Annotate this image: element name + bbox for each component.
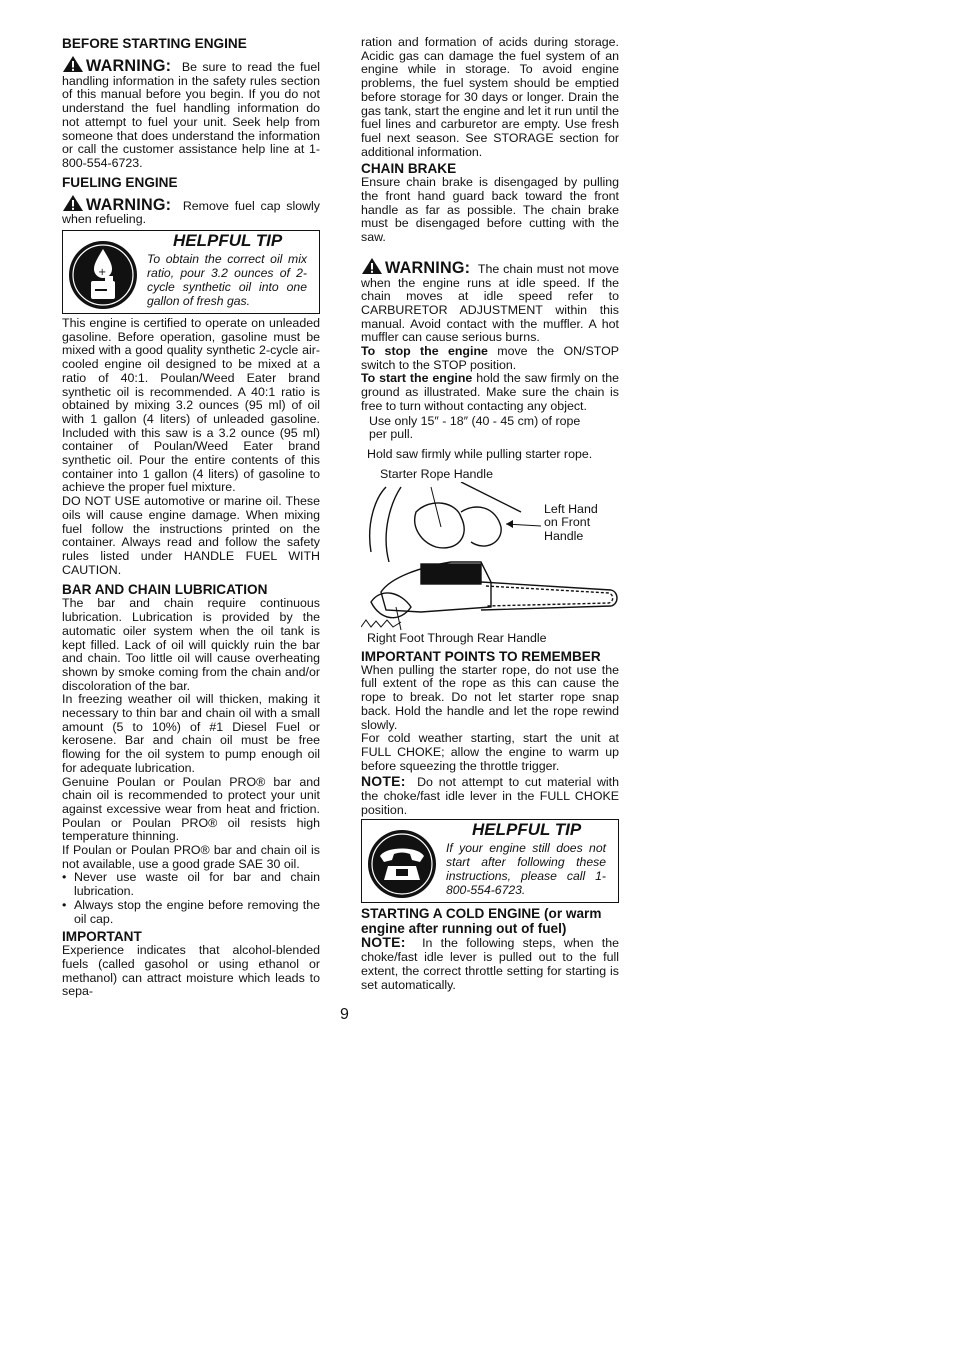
- chainsaw-illustration: [361, 482, 619, 632]
- helpful-tip-call: [361, 819, 619, 903]
- telephone-icon: [366, 828, 438, 900]
- list-item: • Always stop the engine before removing the oil cap.: [62, 899, 320, 926]
- fuel-drop-icon: [67, 239, 139, 311]
- bar-paragraph-4: If Poulan or Poulan PRO® bar and chain oil is not available, use a good grade SAE 30 oil.: [62, 843, 320, 871]
- start-engine-body: hold the saw firmly on the ground as illustrated. Make sure the chain is free to turn without contacting any object.: [361, 371, 619, 413]
- note-choke: [361, 775, 619, 817]
- bar-paragraph-2: In freezing weather oil will thicken, making it necessary to thin bar and chain oil with a small amount (5 to 10%) of #1 Diesel Fuel or kerosene. Bar and chain oil must be free flowing for the oil system to pump enough oil for adequate lubrication.: [62, 692, 320, 775]
- helpful-tip-text: If your engine still does not start after following these instructions, please call 1-800-554-6723.: [446, 841, 606, 898]
- important-points-heading: IMPORTANT POINTS TO REMEMBER: [361, 648, 601, 664]
- important-text: Experience indicates that alcohol-blended fuels (called gasohol or using ethanol or methanol) can attract moisture which leads to sepa-: [62, 943, 320, 999]
- warning-fuel-handling: [62, 55, 320, 171]
- left-hand-label: Left Hand on Front Handle: [544, 501, 598, 544]
- note-text: Do not attempt to cut material with the choke/fast idle lever in the FULL CHOKE position.: [361, 775, 619, 817]
- oil-bullet-list: [62, 871, 320, 926]
- before-starting-heading: BEFORE STARTING ENGINE: [62, 36, 247, 51]
- fuel-paragraph-2: DO NOT USE automotive or marine oil. These oils will cause engine damage. When mixing fuel follow the instructions printed on the container. Always read and follow the safety rules listed under HANDLE FUEL WITH CAUTION.: [62, 494, 320, 577]
- starter-rope-handle-label: Starter Rope Handle: [380, 466, 493, 481]
- svg-text:+: +: [98, 267, 107, 279]
- starting-position-illustration: [361, 468, 619, 646]
- warning-fuel-cap: [62, 194, 320, 227]
- warning-chain-idle: [361, 257, 619, 345]
- stop-engine-bold: To stop the engine: [361, 344, 488, 359]
- right-column: [361, 36, 619, 992]
- stop-engine-text: [361, 345, 619, 372]
- chain-brake-text: Ensure chain brake is disengaged by pulling the front hand guard back toward the front handle as far as possible. The chain brake must be disengaged before cutting with the saw.: [361, 175, 619, 245]
- list-item: • Never use waste oil for bar and chain lubrication.: [62, 871, 320, 898]
- cold-engine-heading: STARTING A COLD ENGINE (or warm engine after running out of fuel): [361, 906, 602, 937]
- stop-engine-body: move the ON/STOP switch to the STOP position.: [361, 344, 619, 372]
- warning-triangle-icon: [361, 257, 383, 275]
- fuel-paragraph-1: This engine is certified to operate on unleaded gasoline. Before operation, gasoline must be mixed with a good quality synthetic 2-cycle air-cooled engine oil designed to be mixed at a ratio of 40:1. Poulan/Weed Eater brand synthetic oil is recommended. A 40:1 ratio is obtained by mixing 3.2 ounces (95 ml) of oil with 1 gallon (4 liters) of unleaded gasoline. Included with this saw is a 3.2 ounce (95 ml) container of Poulan/Weed Eater brand synthetic oil. Pour the entire contents of this container into 1 gallon (4 liters) of gasoline to achieve the proper fuel mixture.: [62, 316, 320, 495]
- note-text: In the following steps, when the choke/fast idle lever is pulled out to the full extent, the correct throttle setting for starting is set automatically.: [361, 936, 620, 992]
- warning-text: Be sure to read the fuel handling information in the safety rules section of this manual before you begin. If you do not understand the fuel handling information do not attempt to fuel your unit. Seek help from someone that does understand the information or call the customer assistance help line at 1-800-554-6723.: [62, 60, 320, 170]
- note-label: NOTE:: [361, 934, 406, 951]
- note-throttle: [361, 936, 619, 992]
- warning-label: WARNING:: [86, 195, 172, 214]
- warning-text: Remove fuel cap slowly when refueling.: [62, 198, 320, 227]
- points-paragraph-2: For cold weather starting, start the unit at FULL CHOKE; allow the engine to warm up before squeezing the throttle trigger.: [361, 731, 619, 773]
- important-heading: IMPORTANT: [62, 929, 142, 945]
- bar-chain-lubrication-heading: BAR AND CHAIN LUBRICATION: [62, 582, 268, 598]
- warning-label: WARNING:: [385, 258, 471, 277]
- helpful-tip-title: HELPFUL TIP: [472, 820, 582, 840]
- helpful-tip-text: To obtain the correct oil mix ratio, pour 3.2 ounces of 2-cycle synthetic oil into one gallon of fresh gas.: [147, 252, 307, 309]
- helpful-tip-oil-mix: [62, 230, 320, 314]
- hold-saw-note: Hold saw firmly while pulling starter rope.: [367, 446, 593, 461]
- left-column: [62, 36, 320, 999]
- points-paragraph-1: When pulling the starter rope, do not use the full extent of the rope as this can cause the rope to break. Do not let starter rope snap back. Hold the handle and let the rope rewind slowly.: [361, 662, 619, 732]
- helpful-tip-title: HELPFUL TIP: [173, 231, 283, 251]
- note-label: NOTE:: [361, 773, 406, 790]
- page-number: 9: [340, 1006, 349, 1023]
- chain-brake-heading: CHAIN BRAKE: [361, 161, 457, 177]
- fueling-engine-heading: FUELING ENGINE: [62, 174, 178, 190]
- rope-length-note: Use only 15″ - 18″ (40 - 45 cm) of rope per pull.: [369, 413, 581, 442]
- bar-paragraph-1: The bar and chain require continuous lubrication. Lubrication is provided by the automatic oiler system when the oil tank is kept filled. Lack of oil will quickly ruin the bar and chain. Too little oil will cause overheating shown by smoke coming from the chain and/or discoloration of the bar.: [62, 596, 320, 693]
- bar-paragraph-3: Genuine Poulan or Poulan PRO® bar and chain oil is recommended to protect your unit against excessive wear from heat and friction. Poulan or Poulan PRO® oil resists high temperature thinning.: [62, 774, 320, 844]
- warning-label: WARNING:: [86, 57, 172, 75]
- warning-triangle-icon: [62, 55, 84, 73]
- warning-triangle-icon: [62, 194, 84, 212]
- right-foot-label: Right Foot Through Rear Handle: [367, 630, 547, 645]
- start-engine-text: [361, 372, 619, 413]
- start-engine-bold: To start the engine: [361, 371, 473, 386]
- warning-text: The chain must not move when the engine runs at idle speed. If the chain moves at idle speed refer to CARBURETOR ADJUSTMENT within this manual. Avoid contact with the muffler. A hot muffler can cause serious burns.: [361, 261, 619, 345]
- storage-continuation: ration and formation of acids during storage. Acidic gas can damage the fuel system of an engine while in storage. To avoid engine problems, the fuel system should be emptied before storage for 30 days or longer. Drain the gas tank, start the engine and let it run until the fuel lines and carburetor are empty. Use fresh fuel next season. See STORAGE section for additional information.: [361, 35, 619, 159]
